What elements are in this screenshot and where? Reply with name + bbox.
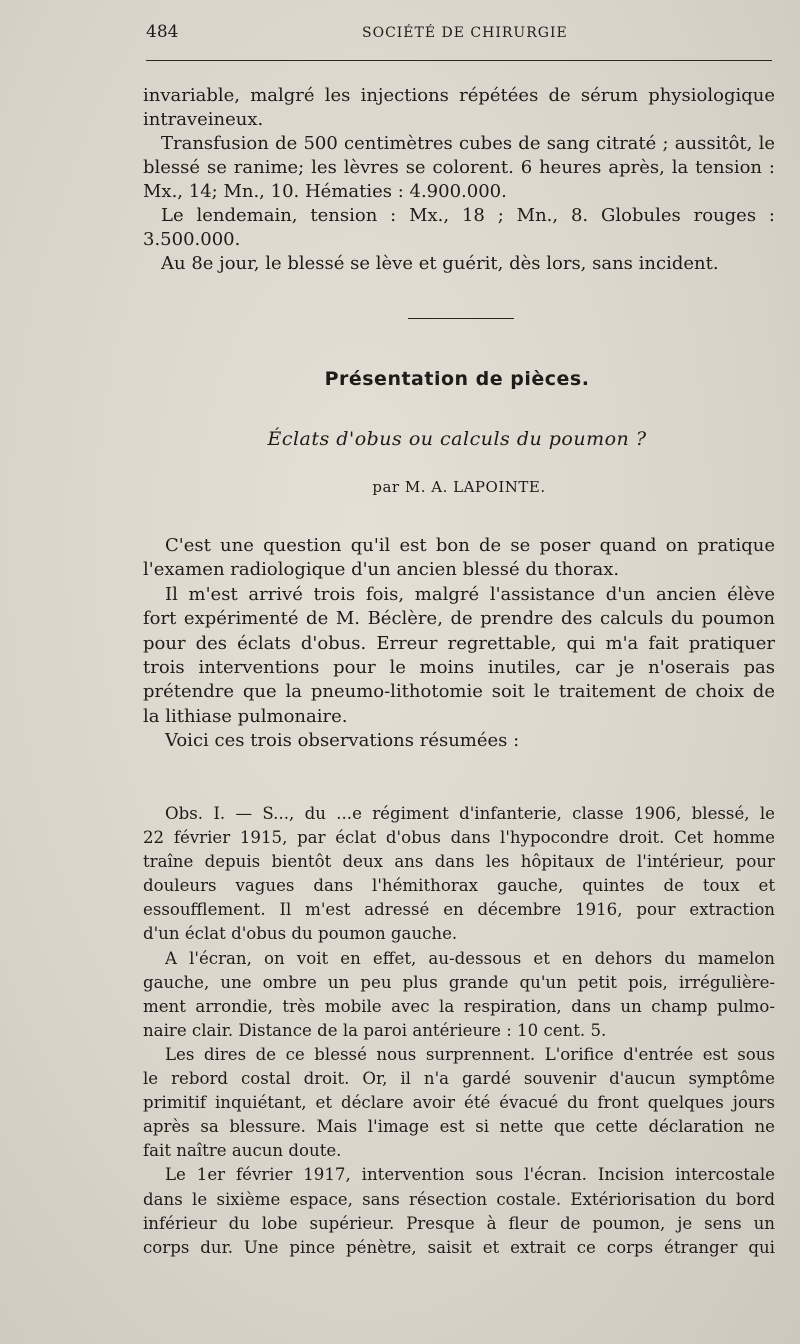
- text-line: trois interventions pour le moins inutiles, car je n'oserais pas: [143, 657, 775, 679]
- text-line: pour des éclats d'obus. Erreur regrettable, qui m'a fait pratiquer: [143, 632, 775, 654]
- text-line: ment arrondie, très mobile avec la respiration, dans un champ pulmo-: [143, 996, 775, 1016]
- intro-text-block: [143, 534, 775, 754]
- section-title: Présentation de pièces.: [324, 368, 590, 390]
- text-line: Voici ces trois observations résumées :: [165, 730, 520, 752]
- page-number: 484: [146, 22, 179, 42]
- text-line: fort expérimenté de M. Béclère, de prendre des calculs du poumon: [143, 608, 775, 630]
- running-title: SOCIÉTÉ DE CHIRURGIE: [362, 25, 568, 41]
- text-line: A l'écran, on voit en effet, au-dessous et en dehors du mamelon: [165, 948, 775, 968]
- text-line: après sa blessure. Mais l'image est si nette que cette déclaration ne: [143, 1117, 775, 1137]
- observation-text-block: [143, 802, 775, 1260]
- text-line: Transfusion de 500 centimètres cubes de sang citraté ; aussitôt, le: [161, 133, 775, 154]
- text-line: gauche, une ombre un peu plus grande qu'un petit pois, irrégulière-: [143, 972, 775, 992]
- text-line: Il m'est arrivé trois fois, malgré l'assistance d'un ancien élève: [165, 583, 775, 605]
- text-line: douleurs vagues dans l'hémithorax gauche, quintes de toux et: [143, 876, 775, 896]
- header-rule: [146, 60, 772, 61]
- text-line: blessé se ranime; les lèvres se colorent. 6 heures après, la tension :: [143, 157, 775, 178]
- text-line: intraveineux.: [143, 109, 264, 130]
- text-line: invariable, malgré les injections répétées de sérum physiologique: [143, 85, 775, 106]
- text-line: 22 février 1915, par éclat d'obus dans l'hypocondre droit. Cet homme: [143, 828, 775, 848]
- text-line: essoufflement. Il m'est adressé en décembre 1916, pour extraction: [143, 900, 775, 920]
- text-line: Le lendemain, tension : Mx., 18 ; Mn., 8. Globules rouges :: [161, 205, 775, 226]
- text-line: d'un éclat d'obus du poumon gauche.: [143, 924, 458, 944]
- text-line: Mx., 14; Mn., 10. Hématies : 4.900.000.: [143, 181, 507, 202]
- text-line: C'est une question qu'il est bon de se poser quand on pratique: [165, 535, 775, 556]
- text-line: la lithiase pulmonaire.: [143, 705, 348, 727]
- section-separator: [408, 318, 514, 319]
- text-line: Le 1er février 1917, intervention sous l'écran. Incision intercostale: [165, 1165, 775, 1185]
- top-text-block: [143, 84, 775, 276]
- text-line: inférieur du lobe supérieur. Presque à fleur de poumon, je sens un: [143, 1213, 775, 1233]
- text-line: traîne depuis bientôt deux ans dans les hôpitaux de l'intérieur, pour: [143, 852, 775, 872]
- text-line: fait naître aucun doute.: [143, 1141, 342, 1161]
- author-line: par M. A. LAPOINTE.: [372, 478, 546, 496]
- text-line: corps dur. Une pince pénètre, saisit et extrait ce corps étranger qui: [143, 1237, 775, 1257]
- text-line: naire clair. Distance de la paroi antérieure : 10 cent. 5.: [143, 1020, 607, 1040]
- text-line: l'examen radiologique d'un ancien blessé du thorax.: [143, 559, 620, 581]
- text-line: Obs. I. — S..., du ...e régiment d'infanterie, classe 1906, blessé, le: [165, 804, 775, 823]
- text-line: 3.500.000.: [143, 229, 241, 250]
- text-line: dans le sixième espace, sans résection costale. Extériorisation du bord: [143, 1189, 775, 1209]
- text-line: Au 8e jour, le blessé se lève et guérit, dès lors, sans incident.: [161, 253, 719, 274]
- text-line: primitif inquiétant, et déclare avoir été évacué du front quelques jours: [143, 1093, 775, 1113]
- article-subtitle: Éclats d'obus ou calculs du poumon ?: [267, 428, 647, 450]
- text-line: Les dires de ce blessé nous surprennent. L'orifice d'entrée est sous: [165, 1044, 775, 1064]
- text-line: le rebord costal droit. Or, il n'a gardé souvenir d'aucun symptôme: [143, 1069, 775, 1089]
- text-line: prétendre que la pneumo-lithotomie soit le traitement de choix de: [143, 681, 775, 703]
